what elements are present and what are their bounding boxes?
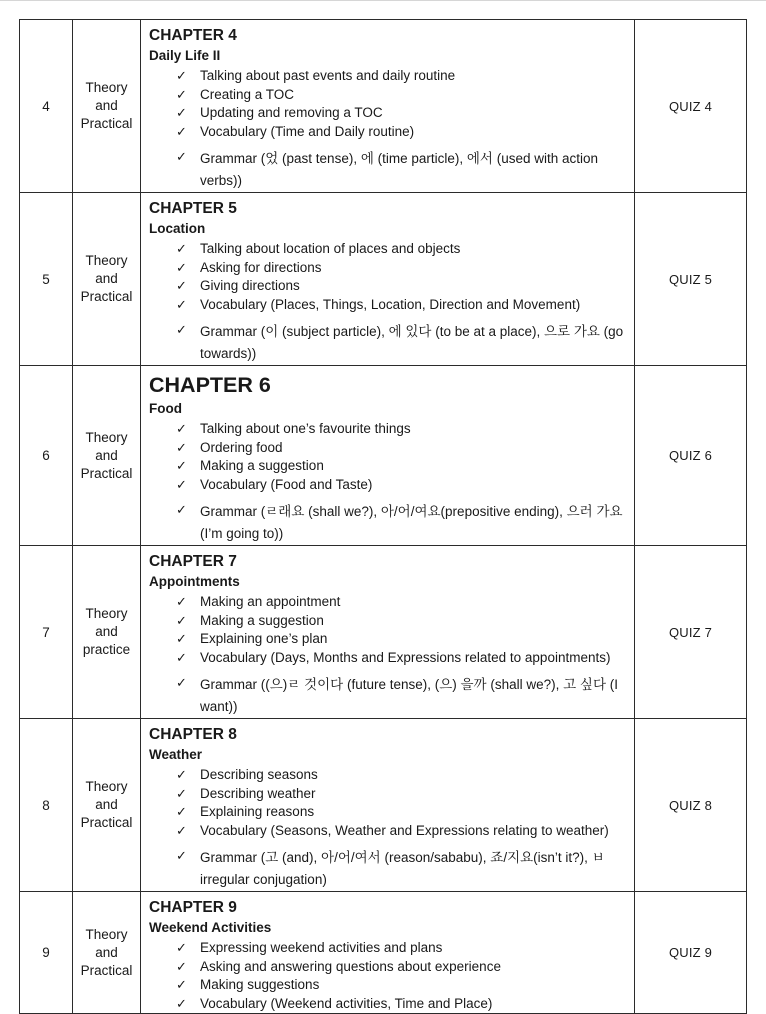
session-type-cell (73, 719, 141, 892)
list-item (176, 123, 624, 142)
page-edge-divider (0, 0, 766, 1)
topic-list (149, 593, 624, 718)
week-number-cell (20, 719, 73, 892)
list-item (176, 476, 624, 495)
check-icon: ✓ (176, 995, 187, 1011)
list-item (176, 277, 624, 296)
grammar-text: Grammar (ㄹ래요 (shall we?), 아/어/여요(prepositive ending), 으러 가요 (I’m going to)) (200, 504, 623, 541)
chapter-subtitle: Appointments (149, 574, 240, 589)
session-type-label: Theory and Practical (80, 253, 133, 304)
check-icon: ✓ (176, 804, 187, 819)
chapter-subtitle: Weekend Activities (149, 920, 272, 935)
check-icon: ✓ (176, 439, 187, 455)
quiz-label: QUIZ 7 (668, 624, 713, 640)
table-row (20, 366, 747, 546)
session-type-label: Theory and Practical (80, 429, 133, 481)
week-number: 9 (42, 945, 50, 960)
check-icon: ✓ (176, 86, 187, 102)
list-item (176, 785, 624, 804)
list-item (176, 104, 624, 123)
chapter-title: CHAPTER 7 (149, 553, 237, 570)
topic-text: Asking and answering questions about experience (200, 958, 501, 974)
quiz-label: QUIZ 4 (668, 98, 713, 114)
quiz-label: QUIZ 5 (668, 271, 713, 287)
week-number: 7 (42, 624, 50, 640)
table-row (20, 892, 747, 1014)
session-type-label: Theory and Practical (80, 926, 133, 978)
chapter-subtitle: Food (149, 401, 182, 416)
check-icon: ✓ (176, 958, 187, 974)
chapter-content-cell (141, 892, 635, 1014)
check-icon: ✓ (176, 259, 187, 275)
list-item (176, 766, 624, 785)
check-icon: ✓ (176, 241, 187, 256)
week-number-cell (20, 20, 73, 193)
topic-list (149, 766, 624, 891)
chapter-title: CHAPTER 4 (149, 27, 237, 44)
check-icon: ✓ (176, 322, 187, 337)
table-row (20, 719, 747, 892)
check-icon: ✓ (176, 278, 187, 293)
grammar-text: Grammar (이 (subject particle), 에 있다 (to be at a place), 으로 가요 (go towards)) (200, 324, 624, 361)
table-row (20, 193, 747, 366)
topic-text: Explaining reasons (200, 804, 315, 819)
check-icon: ✓ (176, 848, 187, 863)
topic-text: Creating a TOC (200, 86, 295, 102)
check-icon: ✓ (176, 675, 187, 690)
grammar-text: Grammar ((으)ㄹ 것이다 (future tense), (으) 을까 (shall we?), 고 싶다 (I want)) (200, 677, 618, 714)
topic-text: Explaining one’s plan (200, 631, 328, 646)
table-row (20, 20, 747, 193)
check-icon: ✓ (176, 649, 187, 665)
check-icon: ✓ (176, 612, 187, 628)
list-item (176, 649, 624, 668)
quiz-label: QUIZ 8 (668, 797, 713, 813)
check-icon: ✓ (176, 296, 187, 312)
list-item (176, 67, 624, 86)
grammar-list-item (176, 847, 624, 891)
check-icon: ✓ (176, 421, 187, 436)
grammar-list-item (176, 674, 624, 718)
chapter-content-cell (141, 366, 635, 546)
topic-text: Vocabulary (Weekend activities, Time and Place) (200, 995, 493, 1011)
quiz-cell (635, 20, 747, 193)
week-number-cell (20, 546, 73, 719)
list-item (176, 803, 624, 822)
quiz-cell (635, 546, 747, 719)
topic-text: Talking about one’s favourite things (200, 421, 411, 436)
topic-text: Expressing weekend activities and plans (200, 940, 443, 955)
session-type-cell (73, 20, 141, 193)
topic-text: Vocabulary (Food and Taste) (200, 476, 373, 492)
topic-text: Describing weather (200, 785, 316, 801)
chapter-content-cell (141, 20, 635, 193)
check-icon: ✓ (176, 767, 187, 782)
list-item (176, 439, 624, 458)
list-item (176, 420, 624, 439)
check-icon: ✓ (176, 502, 187, 517)
check-icon: ✓ (176, 785, 187, 801)
grammar-list-item (176, 501, 624, 545)
quiz-cell (635, 193, 747, 366)
session-type-cell (73, 366, 141, 546)
topic-text: Making an appointment (200, 594, 341, 609)
check-icon: ✓ (176, 476, 187, 492)
topic-text: Vocabulary (Time and Daily routine) (200, 123, 415, 139)
check-icon: ✓ (176, 149, 187, 164)
course-syllabus-table (19, 19, 747, 1014)
list-item (176, 296, 624, 315)
list-item (176, 593, 624, 612)
chapter-title: CHAPTER 8 (149, 726, 237, 743)
list-item (176, 822, 624, 841)
topic-text: Making suggestions (200, 977, 320, 992)
week-number-cell (20, 193, 73, 366)
topic-text: Updating and removing a TOC (200, 105, 383, 120)
check-icon: ✓ (176, 940, 187, 955)
check-icon: ✓ (176, 105, 187, 120)
list-item (176, 457, 624, 476)
topic-list (149, 420, 624, 545)
chapter-subtitle: Daily Life II (149, 48, 221, 63)
quiz-label: QUIZ 6 (668, 448, 713, 463)
list-item (176, 630, 624, 649)
topic-text: Vocabulary (Days, Months and Expressions related to appointments) (200, 649, 611, 665)
topic-text: Making a suggestion (200, 612, 324, 628)
chapter-title: CHAPTER 9 (149, 899, 237, 916)
check-icon: ✓ (176, 977, 187, 992)
check-icon: ✓ (176, 631, 187, 646)
chapter-title: CHAPTER 5 (149, 200, 237, 217)
list-item (176, 240, 624, 259)
week-number: 6 (42, 448, 50, 463)
week-number: 4 (42, 98, 50, 114)
session-type-label: Theory and Practical (80, 80, 133, 131)
check-icon: ✓ (176, 822, 187, 838)
week-number-cell (20, 892, 73, 1014)
grammar-text: Grammar (었 (past tense), 에 (time particle), 에서 (used with action verbs)) (200, 151, 599, 188)
week-number-cell (20, 366, 73, 546)
topic-text: Talking about location of places and objects (200, 241, 461, 256)
list-item (176, 995, 624, 1014)
topic-text: Ordering food (200, 439, 283, 455)
topic-text: Asking for directions (200, 259, 322, 275)
check-icon: ✓ (176, 458, 187, 473)
check-icon: ✓ (176, 123, 187, 139)
chapter-title: CHAPTER 6 (149, 373, 271, 397)
table-row (20, 546, 747, 719)
list-item (176, 939, 624, 958)
topic-text: Making a suggestion (200, 458, 324, 473)
topic-text: Talking about past events and daily routine (200, 68, 456, 83)
chapter-subtitle: Location (149, 221, 206, 236)
check-icon: ✓ (176, 594, 187, 609)
topic-text: Vocabulary (Places, Things, Location, Direction and Movement) (200, 296, 581, 312)
list-item (176, 958, 624, 977)
session-type-label: Theory and Practical (80, 779, 133, 830)
topic-text: Vocabulary (Seasons, Weather and Expressions relating to weather) (200, 822, 609, 838)
quiz-label: QUIZ 9 (668, 945, 713, 960)
topic-list (149, 67, 624, 192)
grammar-list-item (176, 321, 624, 365)
list-item (176, 86, 624, 105)
week-number: 5 (42, 271, 50, 287)
session-type-cell (73, 546, 141, 719)
list-item (176, 612, 624, 631)
grammar-text: Grammar (고 (and), 아/어/여서 (reason/sababu), 죠/지요(isn’t it?), ㅂ irregular conjugation) (200, 850, 605, 887)
grammar-list-item (176, 148, 624, 192)
topic-list (149, 240, 624, 365)
chapter-content-cell (141, 719, 635, 892)
quiz-cell (635, 719, 747, 892)
list-item (176, 259, 624, 278)
list-item (176, 976, 624, 995)
quiz-cell (635, 892, 747, 1014)
quiz-cell (635, 366, 747, 546)
session-type-cell (73, 892, 141, 1014)
session-type-label: Theory and practice (82, 606, 131, 657)
check-icon: ✓ (176, 68, 187, 83)
session-type-cell (73, 193, 141, 366)
topic-text: Giving directions (200, 278, 300, 293)
topic-text: Describing seasons (200, 767, 318, 782)
syllabus-table-body (20, 20, 747, 1014)
week-number: 8 (42, 797, 50, 813)
chapter-content-cell (141, 193, 635, 366)
chapter-subtitle: Weather (149, 747, 203, 762)
chapter-content-cell (141, 546, 635, 719)
topic-list (149, 939, 624, 1013)
